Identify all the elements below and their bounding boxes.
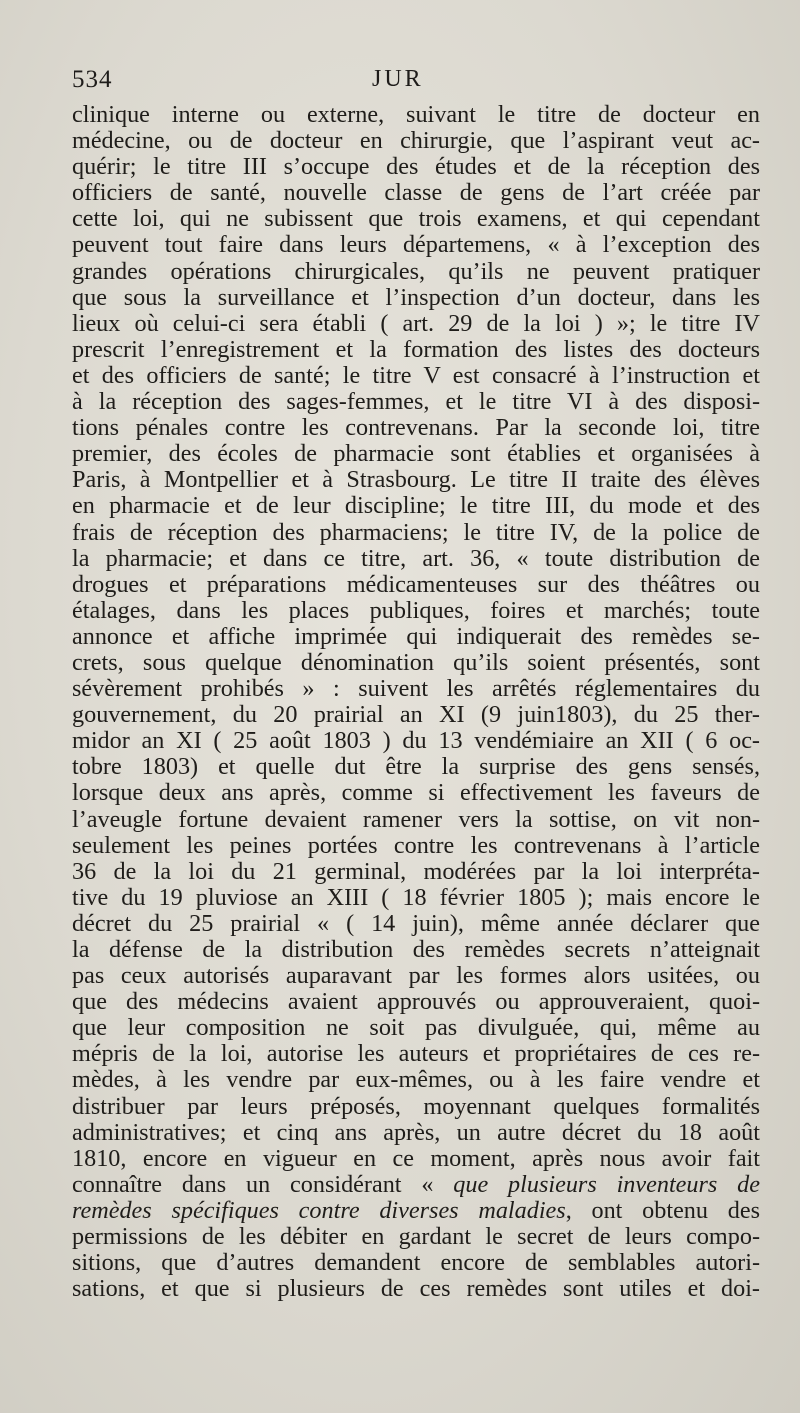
text-line-mixed	[72, 1172, 760, 1198]
text-line: pas ceux autorisés auparavant par les formes alors usitées, ou	[72, 962, 760, 990]
text-segment: , ont obtenu des	[565, 1196, 760, 1224]
running-head: JUR	[372, 66, 424, 92]
text-line: lorsque deux ans après, comme si effectivement les faveurs de	[72, 779, 760, 807]
text-line: médecine, ou de docteur en chirurgie, que l’aspirant veut ac-	[72, 127, 760, 155]
text-line: seulement les peines portées contre les contrevenans à l’article	[72, 831, 760, 859]
text-line: gouvernement, du 20 prairial an XI (9 juin1803), du 25 ther-	[72, 701, 760, 729]
text-line: 36 de la loi du 21 germinal, modérées par la loi interpréta-	[72, 857, 760, 885]
text-line: que des médecins avaient approuvés ou approuveraient, quoi-	[72, 988, 760, 1016]
text-line: que sous la surveillance et l’inspection d’un docteur, dans les	[72, 283, 760, 311]
text-line: l’aveugle fortune devaient ramener vers la sottise, on vit non-	[72, 805, 760, 833]
text-line: annonce et affiche imprimée qui indiquerait des remèdes se-	[72, 622, 760, 650]
text-line: permissions de les débiter en gardant le secret de leurs compo-	[72, 1223, 760, 1251]
text-line: frais de réception des pharmaciens; le titre IV, de la police de	[72, 518, 760, 546]
italic-segment: que plusieurs inventeurs de	[453, 1170, 760, 1198]
text-line: la pharmacie; et dans ce titre, art. 36, « toute distribution de	[72, 544, 760, 572]
italic-segment: remèdes spécifiques contre diverses maladies	[72, 1196, 566, 1224]
text-line: grandes opérations chirurgicales, qu’ils ne peuvent pratiquer	[72, 257, 760, 285]
text-segment: connaître dans un considérant «	[72, 1170, 454, 1198]
text-line: tobre 1803) et quelle dut être la surprise des gens sensés,	[72, 753, 760, 781]
text-line: cette loi, qui ne subissent que trois examens, et qui cependant	[72, 205, 760, 233]
text-line: que leur composition ne soit pas divulguée, qui, même au	[72, 1014, 760, 1042]
text-line: sations, et que si plusieurs de ces remèdes sont utiles et doi-	[72, 1275, 760, 1303]
page-number: 534	[72, 66, 113, 93]
text-line: midor an XI ( 25 août 1803 ) du 13 vendémiaire an XII ( 6 oc-	[72, 727, 760, 755]
text-line: mépris de la loi, autorise les auteurs et propriétaires de ces re-	[72, 1040, 760, 1068]
text-line: sévèrement prohibés » : suivent les arrêtés réglementaires du	[72, 675, 760, 703]
text-line: sitions, que d’autres demandent encore de semblables autori-	[72, 1249, 760, 1277]
text-line-mixed	[72, 1198, 760, 1224]
text-line: distribuer par leurs préposés, moyennant quelques formalités	[72, 1092, 760, 1120]
text-line: officiers de santé, nouvelle classe de gens de l’art créée par	[72, 179, 760, 207]
text-line: crets, sous quelque dénomination qu’ils soient présentés, sont	[72, 648, 760, 676]
text-line: décret du 25 prairial « ( 14 juin), même année déclarer que	[72, 909, 760, 937]
text-line: 1810, encore en vigueur en ce moment, après nous avoir fait	[72, 1144, 760, 1172]
text-line: clinique interne ou externe, suivant le titre de docteur en	[72, 101, 760, 128]
text-line: peuvent tout faire dans leurs départemens, « à l’exception des	[72, 231, 760, 259]
text-line: la défense de la distribution des remèdes secrets n’atteignait	[72, 936, 760, 963]
text-line: tive du 19 pluviose an XIII ( 18 février 1805 ); mais encore le	[72, 883, 760, 911]
page-header	[72, 66, 772, 96]
text-line: étalages, dans les places publiques, foires et marchés; toute	[72, 596, 760, 624]
text-line: tions pénales contre les contrevenans. Par la seconde loi, titre	[72, 414, 760, 442]
text-line: et des officiers de santé; le titre V est consacré à l’instruction et	[72, 361, 760, 389]
text-line: premier, des écoles de pharmacie sont établies et organisées à	[72, 440, 760, 468]
text-line: quérir; le titre III s’occupe des études et de la réception des	[72, 153, 760, 181]
text-line: Paris, à Montpellier et à Strasbourg. Le titre II traite des élèves	[72, 466, 760, 494]
text-line: administratives; et cinq ans après, un autre décret du 18 août	[72, 1118, 760, 1146]
text-line: drogues et préparations médicamenteuses sur des théâtres ou	[72, 570, 760, 598]
text-line: lieux où celui-ci sera établi ( art. 29 de la loi ) »; le titre IV	[72, 309, 760, 337]
text-line: à la réception des sages-femmes, et le titre VI à des disposi-	[72, 388, 760, 416]
body-text	[72, 102, 760, 1302]
text-line: en pharmacie et de leur discipline; le titre III, du mode et des	[72, 492, 760, 520]
text-line: prescrit l’enregistrement et la formation des listes des docteurs	[72, 335, 760, 363]
text-line: mèdes, à les vendre par eux-mêmes, ou à les faire vendre et	[72, 1066, 760, 1094]
